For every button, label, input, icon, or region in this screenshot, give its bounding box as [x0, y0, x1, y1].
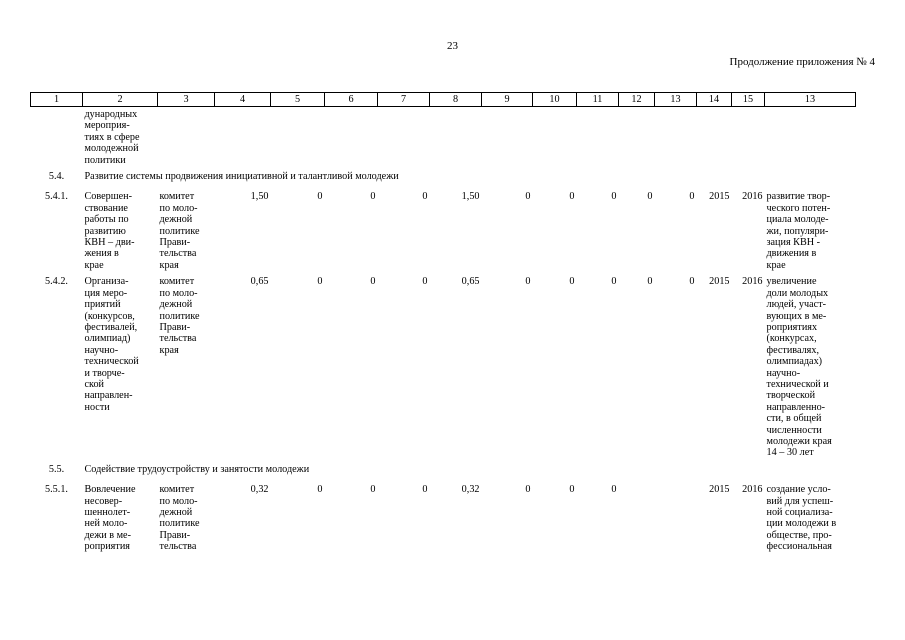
- table-row: [31, 272, 856, 460]
- cell-value: 0: [689, 191, 695, 203]
- column-header: 9: [482, 93, 533, 107]
- cell-value: 0: [370, 191, 376, 203]
- start-year: 2015: [709, 191, 730, 203]
- column-header: 8: [430, 93, 482, 107]
- program-table: [30, 92, 856, 554]
- cell-value: 0: [611, 484, 617, 496]
- cell-value: 1,50: [250, 191, 269, 203]
- column-header: 4: [215, 93, 271, 107]
- expected-result: создание усло- вий для успеш- ной социализа- ции молодежи в обществе, про- фессиональная: [766, 484, 837, 553]
- cell-value: 0: [525, 191, 531, 203]
- cell-value: 1,50: [461, 191, 480, 203]
- executor: комитет по моло- дежной политике Прави- тельства: [159, 484, 200, 553]
- measure-name: Вовлечение несовер- шеннолет- ней моло- дежи в ме- роприятия: [84, 484, 136, 553]
- expected-result: развитие твор- ческого потен- циала молоде- жи, популяри- зация КВН - движения в крае: [766, 191, 831, 271]
- cell-value: 0: [647, 276, 653, 288]
- executor: комитет по моло- дежной политике Прави- тельства края: [159, 276, 200, 356]
- cell-value: 0: [569, 276, 575, 288]
- section-row: [31, 460, 856, 480]
- column-header: 14: [697, 93, 732, 107]
- section-title: Развитие системы продвижения инициативной и талантливой молодежи: [84, 171, 399, 183]
- cell-value: [655, 480, 697, 553]
- executor: комитет по моло- дежной политике Прави- тельства края: [159, 191, 200, 271]
- column-header: 1: [31, 93, 83, 107]
- cell-value: 0: [611, 191, 617, 203]
- cell-value: 0: [317, 191, 323, 203]
- cell-value: 0: [611, 276, 617, 288]
- cell-value: [619, 480, 655, 553]
- column-header: 11: [577, 93, 619, 107]
- start-year: 2015: [709, 276, 730, 288]
- cell-value: 0: [569, 191, 575, 203]
- carryover-row: [31, 107, 856, 168]
- page-number: 23: [447, 40, 458, 52]
- cell-value: 0,32: [250, 484, 269, 496]
- column-header: 6: [325, 93, 378, 107]
- table-row: [31, 187, 856, 272]
- section-title: Содействие трудоустройству и занятости молодежи: [84, 463, 310, 475]
- expected-result: увеличение доли молодых людей, участ- вующих в ме- роприятиях (конкурсах, фестивалях, олимпиадах) научно- технической и творческой направленно- сти, в общей численности молодежи края 14 – 30 лет: [766, 276, 832, 459]
- header-row: [31, 93, 856, 107]
- column-header: 15: [732, 93, 765, 107]
- measure-name: Совершен- ствование работы по развитию КВН – дви- жения в крае: [84, 191, 135, 271]
- section-number: 5.5.: [48, 463, 65, 475]
- column-header: 13: [765, 93, 856, 107]
- section-row: [31, 167, 856, 187]
- cell-value: 0: [569, 484, 575, 496]
- cell-value: 0: [525, 276, 531, 288]
- cell-value: 0: [370, 276, 376, 288]
- end-year: 2016: [742, 484, 763, 496]
- row-number: 5.4.1.: [45, 191, 68, 203]
- cell-value: 0: [422, 191, 428, 203]
- cell-value: 0: [422, 276, 428, 288]
- column-header: 13: [655, 93, 697, 107]
- cell-value: 0: [317, 484, 323, 496]
- continuation-label: Продолжение приложения № 4: [729, 56, 875, 68]
- column-header: 7: [378, 93, 430, 107]
- cell-value: 0: [370, 484, 376, 496]
- table-row: [31, 480, 856, 553]
- cell-value: 0,65: [461, 276, 480, 288]
- cell-value: 0,65: [250, 276, 269, 288]
- column-header: 3: [158, 93, 215, 107]
- cell-value: 0: [689, 276, 695, 288]
- cell-value: 0: [647, 191, 653, 203]
- column-header: 5: [271, 93, 325, 107]
- measure-name: Организа- ция меро- приятий (конкурсов, фестивалей, олимпиад) научно- технической и творче- ской направлен- ности: [84, 276, 139, 413]
- column-header: 10: [533, 93, 577, 107]
- cell-value: 0: [422, 484, 428, 496]
- cell-value: 0,32: [461, 484, 480, 496]
- start-year: 2015: [709, 484, 730, 496]
- carryover-text: дународных мероприя- тиях в сфере молодежной политики: [84, 109, 140, 166]
- row-number: 5.4.2.: [45, 276, 68, 288]
- column-header: 12: [619, 93, 655, 107]
- end-year: 2016: [742, 191, 763, 203]
- cell-value: 0: [317, 276, 323, 288]
- cell-value: 0: [525, 484, 531, 496]
- section-number: 5.4.: [48, 171, 65, 183]
- row-number: 5.5.1.: [45, 484, 68, 496]
- column-header: 2: [83, 93, 158, 107]
- end-year: 2016: [742, 276, 763, 288]
